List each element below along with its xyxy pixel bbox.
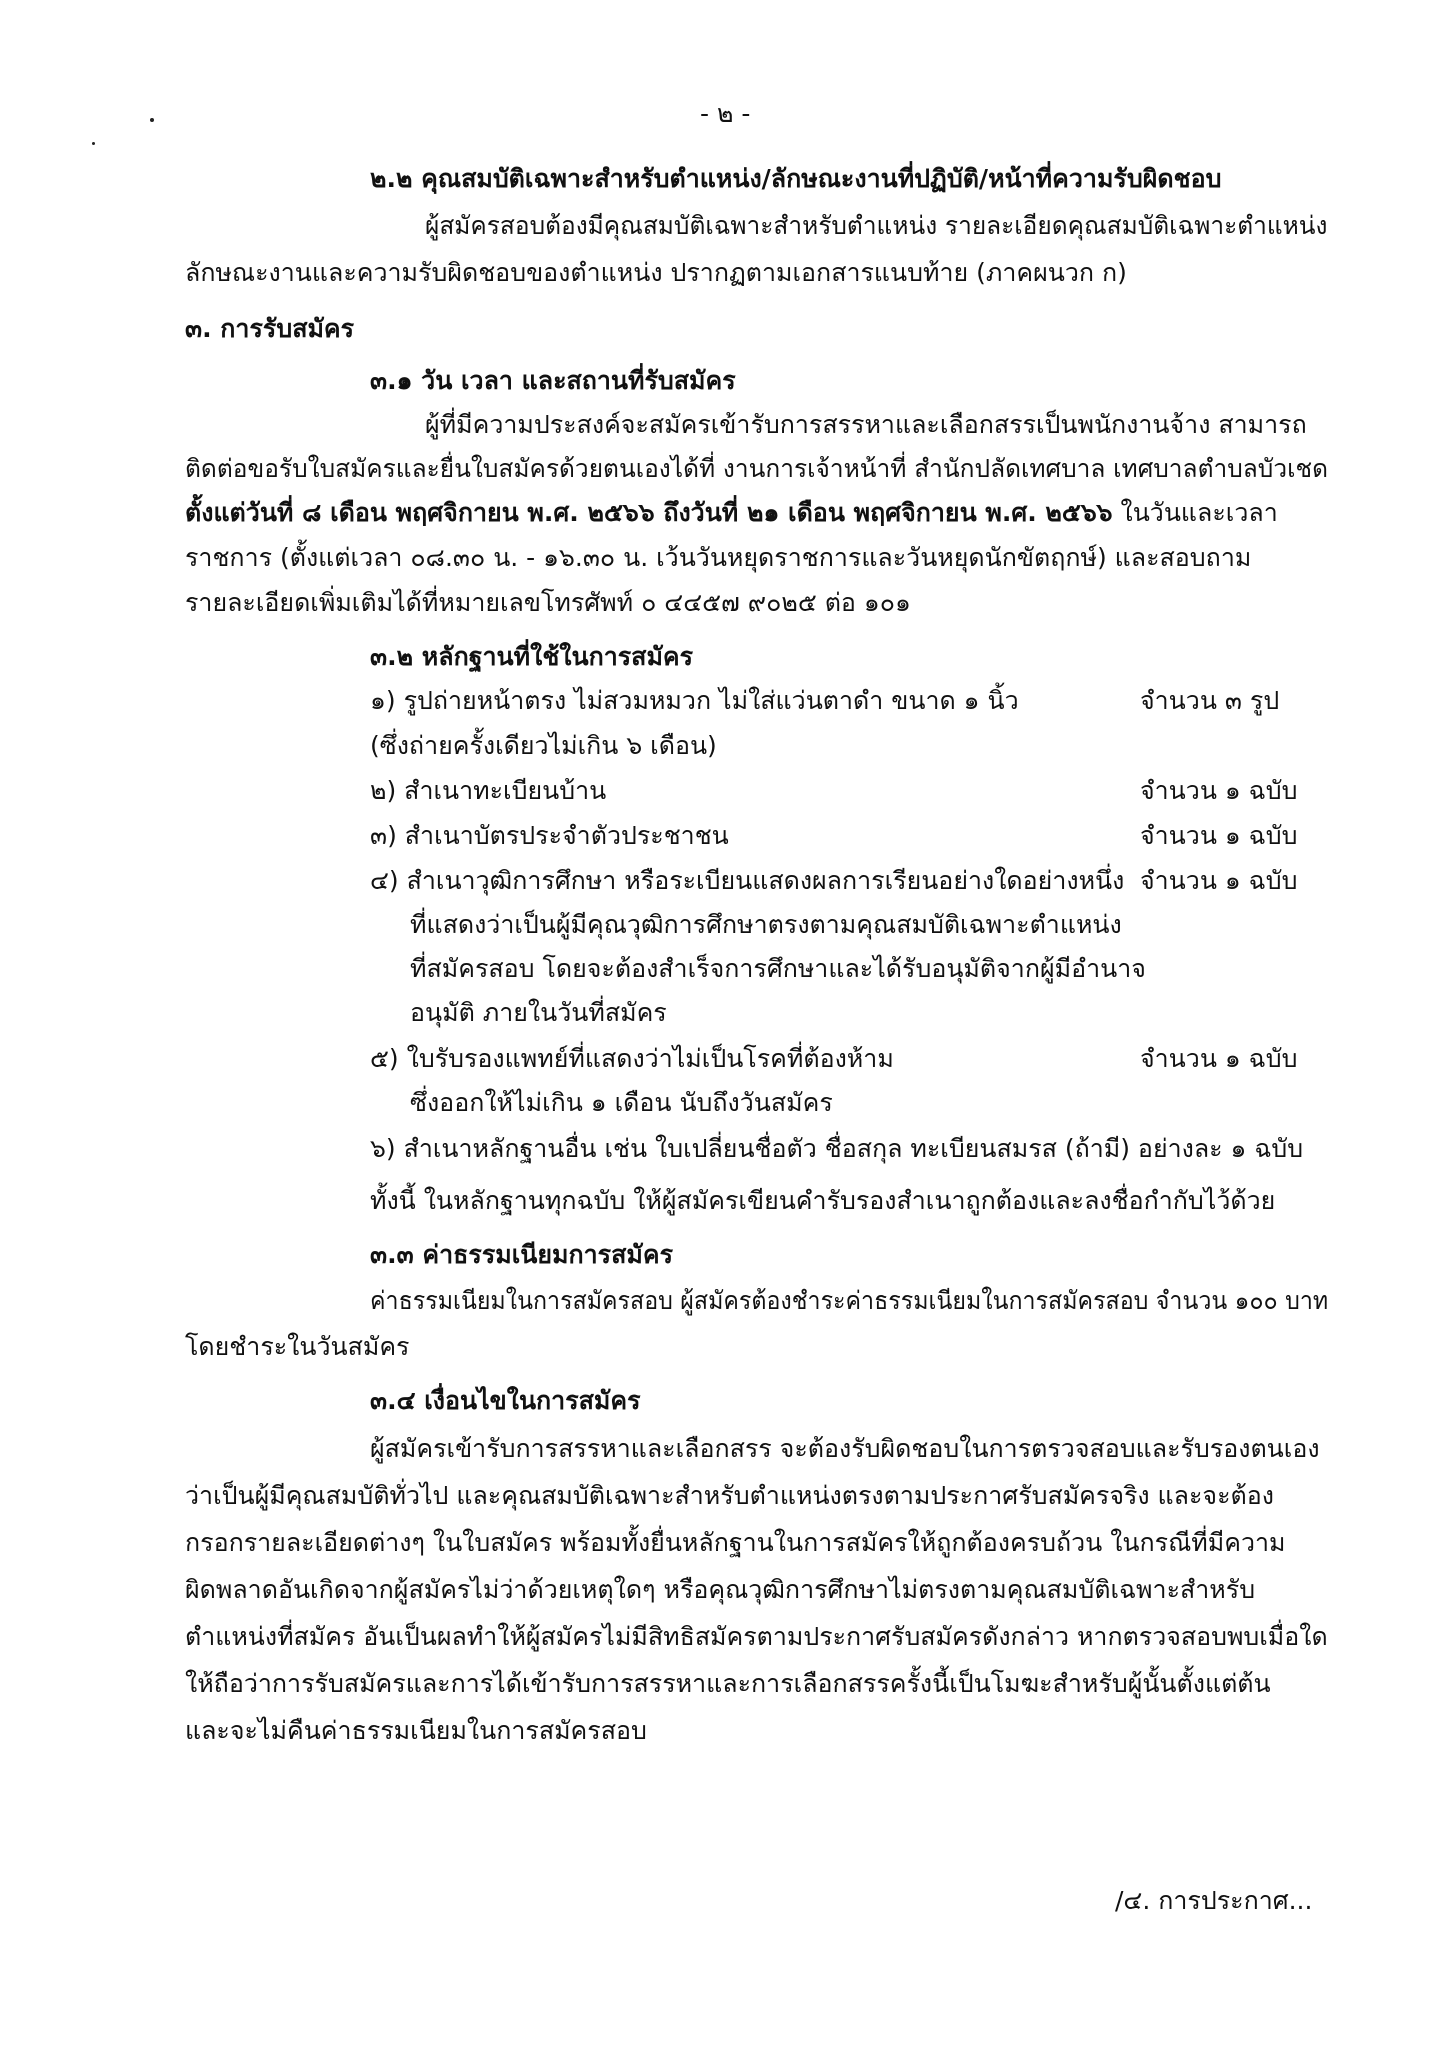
scan-speck [150, 118, 154, 122]
section-3-4-line-3: กรอกรายละเอียดต่างๆ ในใบสมัคร พร้อมทั้งยื่นหลักฐานในการสมัครให้ถูกต้องครบถ้วน ในกรณีที่มีความ [185, 1528, 1286, 1557]
item-2-text: ๒) สำเนาทะเบียนบ้าน [370, 776, 607, 805]
section-3-1-line-3 [185, 494, 1278, 533]
item-4-quantity: จำนวน ๑ ฉบับ [1140, 866, 1298, 895]
continuation-footer: /๔. การประกาศ... [1115, 1886, 1313, 1915]
section-3-1-line-5: รายละเอียดเพิ่มเติมได้ที่หมายเลขโทรศัพท์ ๐ ๔๔๕๗ ๙๐๒๕ ต่อ ๑๐๑ [185, 588, 911, 617]
section-2-2-line-2: ลักษณะงานและความรับผิดชอบของตำแหน่ง ปรากฏตามเอกสารแนบท้าย (ภาคผนวก ก) [185, 258, 1127, 287]
item-4-continuation-2: ที่สมัครสอบ โดยจะต้องสำเร็จการศึกษาและได้รับอนุมัติจากผู้มีอำนาจ [410, 954, 1146, 983]
item-4-continuation-1: ที่แสดงว่าเป็นผู้มีคุณวุฒิการศึกษาตรงตามคุณสมบัติเฉพาะตำแหน่ง [410, 910, 1122, 939]
section-3-1-line-2: ติดต่อขอรับใบสมัครและยื่นใบสมัครด้วยตนเองได้ที่ งานการเจ้าหน้าที่ สำนักปลัดเทศบาล เทศบาลตำบลบัวเชด [185, 454, 1329, 483]
item-5-quantity: จำนวน ๑ ฉบับ [1140, 1044, 1298, 1073]
section-3-4-line-2: ว่าเป็นผู้มีคุณสมบัติทั่วไป และคุณสมบัติเฉพาะสำหรับตำแหน่งตรงตามประกาศรับสมัครจริง และจะต้อง [185, 1481, 1274, 1510]
item-1-text: ๑) รูปถ่ายหน้าตรง ไม่สวมหมวก ไม่ใส่แว่นตาดำ ขนาด ๑ นิ้ว [370, 686, 1019, 715]
item-4-continuation-3: อนุมัติ ภายในวันที่สมัคร [410, 998, 667, 1027]
document-item-6: ๖) สำเนาหลักฐานอื่น เช่น ใบเปลี่ยนชื่อตัว ชื่อสกุล ทะเบียนสมรส (ถ้ามี) อย่างละ ๑ ฉบับ [370, 1134, 1304, 1163]
section-3-4-heading: ๓.๔ เงื่อนไขในการสมัคร [370, 1386, 641, 1415]
item-4-text: ๔) สำเนาวุฒิการศึกษา หรือระเบียนแสดงผลการเรียนอย่างใดอย่างหนึ่ง [370, 866, 1125, 895]
item-2-quantity: จำนวน ๑ ฉบับ [1140, 776, 1298, 805]
scan-speck [92, 142, 95, 145]
section-3-4-line-7: และจะไม่คืนค่าธรรมเนียมในการสมัครสอบ [185, 1716, 647, 1745]
section-3-heading: ๓. การรับสมัคร [185, 314, 355, 343]
section-3-2-note: ทั้งนี้ ในหลักฐานทุกฉบับ ให้ผู้สมัครเขียนคำรับรองสำเนาถูกต้องและลงชื่อกำกับไว้ด้วย [370, 1186, 1276, 1215]
section-3-3-heading: ๓.๓ ค่าธรรมเนียมการสมัคร [370, 1240, 673, 1269]
item-5-text: ๕) ใบรับรองแพทย์ที่แสดงว่าไม่เป็นโรคที่ต้องห้าม [370, 1044, 894, 1073]
section-3-3-line-2: โดยชำระในวันสมัคร [185, 1332, 410, 1361]
section-3-1-heading: ๓.๑ วัน เวลา และสถานที่รับสมัคร [370, 366, 736, 395]
section-2-2-heading: ๒.๒ คุณสมบัติเฉพาะสำหรับตำแหน่ง/ลักษณะงานที่ปฏิบัติ/หน้าที่ความรับผิดชอบ [370, 164, 1222, 193]
item-3-quantity: จำนวน ๑ ฉบับ [1140, 821, 1298, 850]
application-period: ตั้งแต่วันที่ ๘ เดือน พฤศจิกายน พ.ศ. ๒๕๖๖ ถึงวันที่ ๒๑ เดือน พฤศจิกายน พ.ศ. ๒๕๖๖ [185, 498, 1113, 527]
section-3-1-line-1: ผู้ที่มีความประสงค์จะสมัครเข้ารับการสรรหาและเลือกสรรเป็นพนักงานจ้าง สามารถ [425, 410, 1307, 439]
section-3-4-line-6: ให้ถือว่าการรับสมัครและการได้เข้ารับการสรรหาและการเลือกสรรครั้งนี้เป็นโมฆะสำหรับผู้นั้นตั้งแต่ต้น [185, 1669, 1271, 1698]
item-5-continuation: ซึ่งออกให้ไม่เกิน ๑ เดือน นับถึงวันสมัคร [410, 1088, 833, 1117]
section-3-4-line-5: ตำแหน่งที่สมัคร อันเป็นผลทำให้ผู้สมัครไม่มีสิทธิสมัครตามประกาศรับสมัครดังกล่าว หากตรวจสอบพบเมื่อใด [185, 1622, 1328, 1651]
section-3-3-line-1: ค่าธรรมเนียมในการสมัครสอบ ผู้สมัครต้องชำระค่าธรรมเนียมในการสมัครสอบ จำนวน ๑๐๐ บาท [370, 1286, 1329, 1315]
section-3-4-line-1: ผู้สมัครเข้ารับการสรรหาและเลือกสรร จะต้องรับผิดชอบในการตรวจสอบและรับรองตนเอง [370, 1434, 1320, 1463]
item-1-continuation: (ซึ่งถ่ายครั้งเดียวไม่เกิน ๖ เดือน) [370, 731, 717, 760]
item-3-text: ๓) สำเนาบัตรประจำตัวประชาชน [370, 821, 729, 850]
section-3-2-heading: ๓.๒ หลักฐานที่ใช้ในการสมัคร [370, 642, 694, 671]
section-3-4-line-4: ผิดพลาดอันเกิดจากผู้สมัครไม่ว่าด้วยเหตุใดๆ หรือคุณวุฒิการศึกษาไม่ตรงตามคุณสมบัติเฉพาะสำหรับ [185, 1575, 1256, 1604]
item-1-quantity: จำนวน ๓ รูป [1140, 686, 1280, 715]
application-period-rest: ในวันและเวลา [1112, 498, 1278, 527]
section-3-1-line-4: ราชการ (ตั้งแต่เวลา ๐๘.๓๐ น. - ๑๖.๓๐ น. เว้นวันหยุดราชการและวันหยุดนักขัตฤกษ์) และสอบถาม [185, 543, 1252, 572]
section-2-2-line-1: ผู้สมัครสอบต้องมีคุณสมบัติเฉพาะสำหรับตำแหน่ง รายละเอียดคุณสมบัติเฉพาะตำแหน่ง [425, 211, 1328, 240]
page-number: - ๒ - [700, 99, 751, 128]
